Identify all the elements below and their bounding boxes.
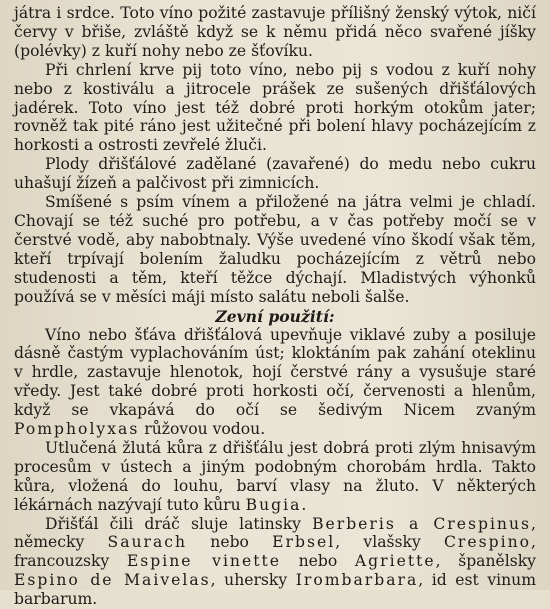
text-run: , vlašsky — [335, 533, 444, 552]
text-run: nebo — [187, 533, 273, 552]
spaced-term: Bugia — [245, 495, 302, 514]
section-heading: Zevní použití: — [215, 306, 335, 326]
spaced-term: Agriette — [354, 552, 436, 571]
text-run: růžovou vodou. — [139, 420, 266, 439]
text-run: Dřišťál čili dráč sluje latinsky — [45, 514, 313, 533]
spaced-term: Berberis a Crespinus — [312, 514, 532, 533]
spaced-term: Espino de Maivelas — [14, 571, 211, 590]
text-run: , německy — [14, 514, 536, 552]
spaced-term: Espine vinette — [126, 552, 281, 571]
text-run: Utlučená žlutá kůra z dřišťálu jest dobrá proti zlým hnisavým procesům v ústech a jiným podobným chorobám hrdla. Takto kůra, vložená do louhu, barví vlasy na žluto. V některých lékárnách nazývají tuto kůru — [14, 438, 536, 514]
paragraph-fruits: Plody dřišťálové zadělané (zavařené) do medu nebo cukru uhašují žízeň a palčivost při zimnicích. — [14, 155, 536, 193]
text-run: , francouzsky — [14, 533, 536, 571]
text-run: , id est vinum barbarum. — [14, 571, 536, 609]
paragraph-mixed: Smíšené s psím vínem a přiložené na játra velmi je chladí. Chovají se též suché pro potřebu, a v čas potřeby močí se v čerstvé vodě, aby nabobtnaly. Výše uvedené víno škodí však těm, kteří trpívají bolením žaludku pocházejícím z větrů nebo studenosti a těm, kteří těžce dýchají. Mladistvých výhonků používá se v měsíci máji místo salátu neboli šalše. — [14, 193, 536, 306]
text-run: , uhersky — [210, 571, 296, 590]
spaced-term: Saurach — [107, 533, 188, 552]
paragraph-blood: Při chrlení krve pij toto víno, nebo pij s vodou z kuří nohy nebo z kostiválu a jitrocele prášek ze sušených dřišťálových jadérek. Toto víno jest též dobré proti horkým otokům jater; rovněž tak pité ráno jest užitečné při bolení hlavy pocházejícím z horkosti a ostrosti zevřelé žluči. — [14, 60, 536, 155]
paragraph-bark — [14, 439, 536, 515]
spaced-term: Erbsel — [272, 533, 336, 552]
text-run: , španělsky — [435, 552, 536, 571]
text-run: nebo — [280, 552, 355, 571]
spaced-term: Pompholyxas — [14, 420, 140, 439]
spaced-term: Crespino — [443, 533, 532, 552]
spaced-term: Irombarbara — [295, 571, 419, 590]
paragraph-names — [14, 515, 536, 609]
paragraph-continued: játra i srdce. Toto víno požité zastavuje přílišný ženský výtok, ničí červy v břiše, zvláště když se k němu přidá něco svařené jíšky (polévky) z kuří nohy nebo ze šťovíku. — [14, 4, 536, 60]
text-run: Víno nebo šťáva dřišťálová upevňuje viklavé zuby a posiluje dásně častým vyplachováním úst; kloktáním pak zahání oteklinu v hrdle, zastavuje hlenotok, hojí čerstvé rány a vysušuje staré vředy. Jest také dobré proti horkosti očí, červenosti a hlenům, když se vkapává do očí se šedivým Nicem zvaným — [14, 325, 536, 420]
text-run: . — [301, 495, 307, 514]
paragraph-wine-juice — [14, 326, 536, 439]
